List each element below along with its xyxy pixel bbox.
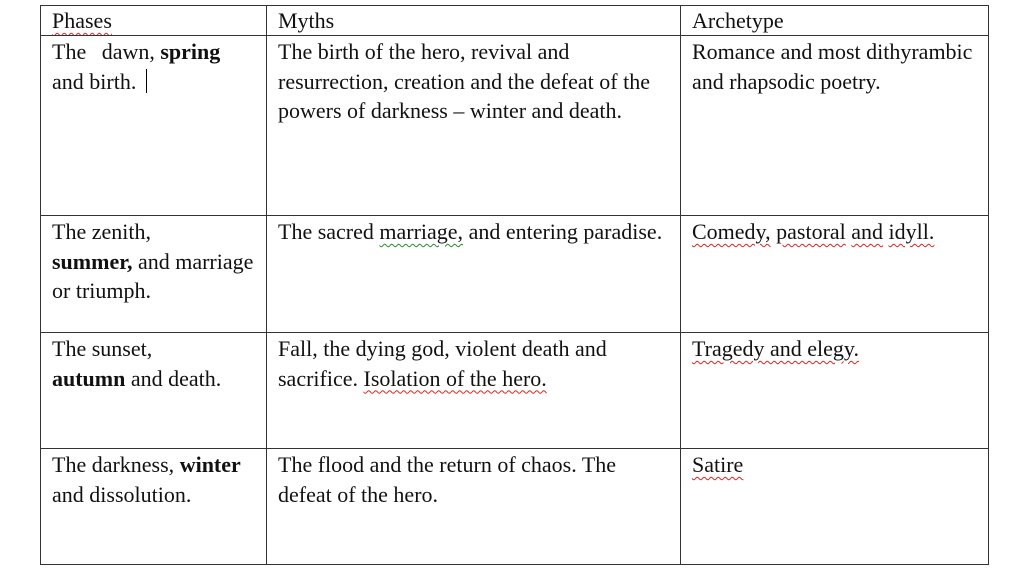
table-row — [41, 36, 989, 216]
cell-archetype-zenith[interactable]: Comedy, pastoral and idyll. — [681, 216, 989, 333]
table-row — [41, 449, 989, 565]
header-archetype[interactable]: Archetype — [681, 6, 989, 36]
header-myths[interactable]: Myths — [267, 6, 681, 36]
cell-phase-darkness[interactable]: The darkness, winter and dissolution. — [41, 449, 267, 565]
cell-archetype-sunset[interactable]: Tragedy and elegy. — [681, 333, 989, 449]
text-cursor — [146, 69, 147, 93]
cell-myth-dawn[interactable]: The birth of the hero, revival and resurrection, creation and the defeat of the powers of darkness – winter and death. — [267, 36, 681, 216]
header-phases[interactable]: Phases — [41, 6, 267, 36]
myth-phases-table — [40, 5, 989, 565]
cell-myth-darkness[interactable]: The flood and the return of chaos. The defeat of the hero. — [267, 449, 681, 565]
cell-myth-sunset[interactable]: Fall, the dying god, violent death and sacrifice. Isolation of the hero. — [267, 333, 681, 449]
table-row — [41, 216, 989, 333]
cell-phase-sunset[interactable]: The sunset, autumn and death. — [41, 333, 267, 449]
cell-archetype-darkness[interactable]: Satire — [681, 449, 989, 565]
cell-phase-dawn[interactable]: The dawn, spring and birth. — [41, 36, 267, 216]
cell-archetype-dawn[interactable]: Romance and most dithyrambic and rhapsodic poetry. — [681, 36, 989, 216]
cell-phase-zenith[interactable]: The zenith, summer, and marriage or triumph. — [41, 216, 267, 333]
table-row — [41, 333, 989, 449]
cell-myth-zenith[interactable]: The sacred marriage, and entering paradise. — [267, 216, 681, 333]
table-header-row — [41, 6, 989, 36]
